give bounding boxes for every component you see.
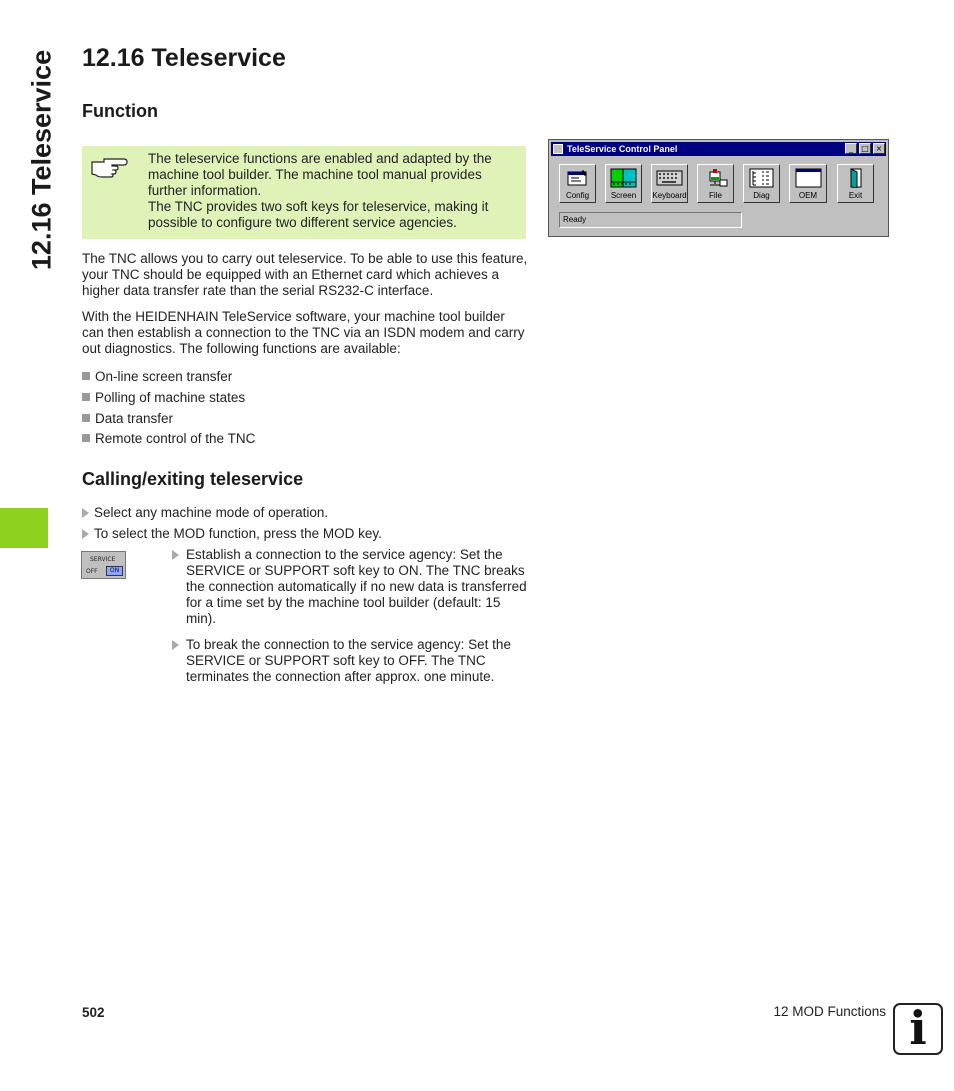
screen-button[interactable] (605, 164, 642, 203)
oem-button[interactable] (789, 164, 827, 203)
arrow-bullet-icon (172, 640, 179, 650)
list-item: Data transfer (82, 409, 255, 430)
list-item: Remote control of the TNC (82, 429, 255, 450)
teleservice-window (548, 139, 889, 237)
feature-list (82, 367, 255, 450)
oem-icon (792, 168, 825, 188)
diag-icon (748, 168, 775, 188)
list-item: On-line screen transfer (82, 367, 255, 388)
info-icon (893, 1003, 943, 1055)
pointing-hand-icon (90, 154, 128, 178)
file-button[interactable] (697, 164, 734, 203)
exit-label: Exit (848, 191, 863, 200)
keyboard-label: Keyboard (652, 191, 687, 200)
softkey-off-label: OFF (86, 568, 98, 575)
info-glyph: i (909, 1001, 927, 1055)
step-item: To break the connection to the service agency: Set the SERVICE or SUPPORT soft key to OFF. The TNC terminates the connection after approx. one minute. (172, 637, 528, 685)
service-softkey[interactable] (81, 551, 126, 579)
arrow-bullet-icon (82, 529, 89, 539)
config-button[interactable] (559, 164, 596, 203)
note-text-line2: The TNC provides two soft keys for teleservice, making it possible to configure two different service agencies. (148, 199, 489, 230)
page-title: 12.16 Teleservice (82, 44, 286, 72)
oem-label: OEM (798, 191, 818, 200)
step-item: To select the MOD function, press the MOD key. (82, 526, 382, 542)
paragraph-software: With the HEIDENHAIN TeleService software, your machine tool builder can then establish a connection to the TNC via an ISDN modem and carry out diagnostics. The following functions are available: (82, 309, 525, 357)
maximize-button[interactable]: □ (859, 143, 871, 154)
file-icon (702, 168, 729, 188)
arrow-bullet-icon (82, 508, 89, 518)
side-chapter-title (20, 49, 64, 271)
diag-button[interactable] (743, 164, 780, 203)
section-heading-function: Function (82, 101, 158, 121)
window-title: TeleService Control Panel (567, 144, 678, 154)
paragraph-intro: The TNC allows you to carry out teleservice. To be able to use this feature, your TNC should be equipped with an Ethernet card which achieves a higher data transfer rate than the serial RS232-C interface. (82, 251, 528, 299)
door-exit-icon (842, 168, 869, 188)
exit-button[interactable] (837, 164, 874, 203)
softkey-title: SERVICE (90, 556, 116, 563)
minimize-button[interactable]: _ (845, 143, 857, 154)
config-label: Config (565, 191, 590, 200)
window-titlebar (551, 142, 886, 156)
file-label: File (709, 191, 722, 200)
screen-icon (610, 168, 637, 188)
side-chapter-title-text: 12.16 Teleservice (26, 49, 57, 271)
keyboard-button[interactable] (651, 164, 688, 203)
config-icon (564, 168, 591, 188)
close-button[interactable]: × (873, 143, 885, 154)
section-heading-calling: Calling/exiting teleservice (82, 469, 304, 489)
softkey-on-label: ON (106, 566, 123, 576)
chapter-tab-marker (0, 508, 48, 548)
list-item: Polling of machine states (82, 388, 255, 409)
arrow-bullet-icon (172, 550, 179, 560)
note-text-line1: The teleservice functions are enabled and adapted by the machine tool builder. The machine tool manual provides further information. (148, 151, 492, 198)
step-item: Select any machine mode of operation. (82, 505, 328, 521)
screen-label: Screen (610, 191, 637, 200)
app-icon (553, 144, 563, 154)
diag-label: Diag (753, 191, 770, 200)
step-item: Establish a connection to the service agency: Set the SERVICE or SUPPORT soft key to ON. The TNC breaks the connection automatically if no new data is transferred for a time set by the machine tool builder (default: 15 min). (172, 547, 528, 627)
note-text (148, 151, 518, 231)
note-box (82, 146, 526, 239)
status-bar: Ready (559, 212, 742, 228)
chapter-footer: 12 MOD Functions (773, 1004, 886, 1019)
keyboard-icon (656, 168, 683, 188)
page-number: 502 (82, 1005, 105, 1020)
